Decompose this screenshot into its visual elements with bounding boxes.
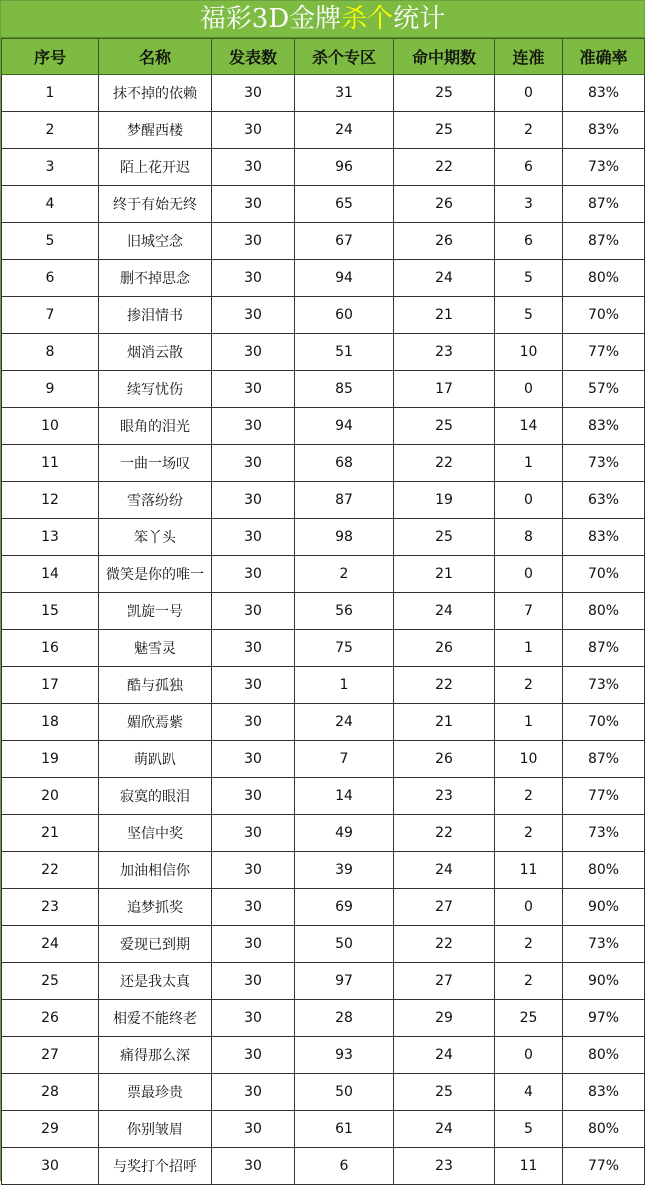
cell-hits: 22	[394, 926, 495, 963]
header-accuracy: 准确率	[563, 39, 645, 75]
table-row	[2, 926, 645, 963]
table-row	[2, 149, 645, 186]
cell-name: 凯旋一号	[99, 593, 212, 630]
cell-streak: 1	[495, 445, 563, 482]
cell-streak: 6	[495, 223, 563, 260]
cell-streak: 1	[495, 630, 563, 667]
table-row	[2, 445, 645, 482]
cell-hits: 24	[394, 260, 495, 297]
cell-accuracy: 73%	[563, 149, 645, 186]
cell-accuracy: 83%	[563, 112, 645, 149]
cell-hits: 24	[394, 1037, 495, 1074]
cell-accuracy: 73%	[563, 815, 645, 852]
cell-name: 删不掉思念	[99, 260, 212, 297]
cell-kill-zone: 61	[295, 1111, 394, 1148]
table-row	[2, 112, 645, 149]
cell-accuracy: 77%	[563, 334, 645, 371]
cell-streak: 3	[495, 186, 563, 223]
cell-index: 4	[2, 186, 99, 223]
cell-posts: 30	[212, 593, 295, 630]
table-row	[2, 963, 645, 1000]
cell-name: 眼角的泪光	[99, 408, 212, 445]
cell-index: 12	[2, 482, 99, 519]
cell-hits: 26	[394, 223, 495, 260]
cell-streak: 7	[495, 593, 563, 630]
cell-kill-zone: 24	[295, 704, 394, 741]
cell-posts: 30	[212, 889, 295, 926]
cell-index: 26	[2, 1000, 99, 1037]
cell-kill-zone: 94	[295, 260, 394, 297]
cell-hits: 26	[394, 741, 495, 778]
cell-streak: 2	[495, 926, 563, 963]
table-row	[2, 852, 645, 889]
cell-kill-zone: 60	[295, 297, 394, 334]
cell-hits: 22	[394, 667, 495, 704]
cell-hits: 29	[394, 1000, 495, 1037]
cell-accuracy: 70%	[563, 297, 645, 334]
cell-index: 13	[2, 519, 99, 556]
header-row	[2, 39, 645, 75]
cell-posts: 30	[212, 704, 295, 741]
cell-streak: 0	[495, 1037, 563, 1074]
table-row	[2, 334, 645, 371]
table-row	[2, 630, 645, 667]
cell-name: 相爱不能终老	[99, 1000, 212, 1037]
table-row	[2, 556, 645, 593]
header-name: 名称	[99, 39, 212, 75]
cell-accuracy: 83%	[563, 1074, 645, 1111]
cell-hits: 26	[394, 186, 495, 223]
cell-posts: 30	[212, 667, 295, 704]
cell-accuracy: 77%	[563, 1148, 645, 1185]
cell-streak: 14	[495, 408, 563, 445]
cell-kill-zone: 68	[295, 445, 394, 482]
cell-streak: 6	[495, 149, 563, 186]
table-row	[2, 1000, 645, 1037]
cell-accuracy: 73%	[563, 667, 645, 704]
cell-posts: 30	[212, 445, 295, 482]
cell-name: 抹不掉的依赖	[99, 75, 212, 112]
cell-hits: 26	[394, 630, 495, 667]
header-index: 序号	[2, 39, 99, 75]
table-row	[2, 1148, 645, 1185]
cell-index: 10	[2, 408, 99, 445]
cell-index: 6	[2, 260, 99, 297]
cell-name: 梦醒西楼	[99, 112, 212, 149]
cell-kill-zone: 94	[295, 408, 394, 445]
cell-hits: 22	[394, 815, 495, 852]
cell-name: 魅雪灵	[99, 630, 212, 667]
cell-name: 爱现已到期	[99, 926, 212, 963]
table-row	[2, 482, 645, 519]
table-row	[2, 667, 645, 704]
cell-posts: 30	[212, 630, 295, 667]
cell-name: 追梦抓奖	[99, 889, 212, 926]
table-row	[2, 815, 645, 852]
cell-posts: 30	[212, 519, 295, 556]
table-row	[2, 223, 645, 260]
cell-accuracy: 70%	[563, 704, 645, 741]
cell-posts: 30	[212, 741, 295, 778]
cell-index: 19	[2, 741, 99, 778]
cell-index: 15	[2, 593, 99, 630]
title-prefix: 福彩3D金牌	[199, 4, 342, 34]
cell-posts: 30	[212, 260, 295, 297]
cell-accuracy: 73%	[563, 926, 645, 963]
cell-index: 1	[2, 75, 99, 112]
cell-kill-zone: 31	[295, 75, 394, 112]
table-row	[2, 408, 645, 445]
cell-index: 25	[2, 963, 99, 1000]
cell-name: 痛得那么深	[99, 1037, 212, 1074]
cell-name: 你别皱眉	[99, 1111, 212, 1148]
header-posts: 发表数	[212, 39, 295, 75]
cell-posts: 30	[212, 297, 295, 334]
stats-table	[1, 38, 645, 1185]
cell-posts: 30	[212, 149, 295, 186]
header-hits: 命中期数	[394, 39, 495, 75]
cell-hits: 24	[394, 1111, 495, 1148]
cell-hits: 21	[394, 297, 495, 334]
cell-accuracy: 80%	[563, 1111, 645, 1148]
cell-streak: 0	[495, 482, 563, 519]
cell-kill-zone: 97	[295, 963, 394, 1000]
cell-posts: 30	[212, 556, 295, 593]
cell-kill-zone: 56	[295, 593, 394, 630]
cell-name: 续写忧伤	[99, 371, 212, 408]
cell-kill-zone: 14	[295, 778, 394, 815]
cell-accuracy: 97%	[563, 1000, 645, 1037]
cell-kill-zone: 85	[295, 371, 394, 408]
cell-name: 票最珍贵	[99, 1074, 212, 1111]
cell-accuracy: 87%	[563, 630, 645, 667]
cell-posts: 30	[212, 75, 295, 112]
cell-accuracy: 80%	[563, 260, 645, 297]
cell-streak: 5	[495, 1111, 563, 1148]
table-row	[2, 1074, 645, 1111]
cell-name: 还是我太真	[99, 963, 212, 1000]
cell-index: 18	[2, 704, 99, 741]
cell-kill-zone: 28	[295, 1000, 394, 1037]
table-row	[2, 741, 645, 778]
cell-streak: 10	[495, 741, 563, 778]
cell-name: 寂寞的眼泪	[99, 778, 212, 815]
cell-hits: 19	[394, 482, 495, 519]
cell-name: 一曲一场叹	[99, 445, 212, 482]
cell-accuracy: 80%	[563, 593, 645, 630]
cell-index: 16	[2, 630, 99, 667]
cell-accuracy: 57%	[563, 371, 645, 408]
cell-name: 旧城空念	[99, 223, 212, 260]
table-row	[2, 1111, 645, 1148]
cell-streak: 25	[495, 1000, 563, 1037]
cell-posts: 30	[212, 112, 295, 149]
cell-streak: 0	[495, 371, 563, 408]
cell-name: 坚信中奖	[99, 815, 212, 852]
cell-streak: 2	[495, 667, 563, 704]
cell-streak: 0	[495, 889, 563, 926]
cell-streak: 10	[495, 334, 563, 371]
cell-accuracy: 87%	[563, 223, 645, 260]
cell-streak: 11	[495, 1148, 563, 1185]
cell-accuracy: 63%	[563, 482, 645, 519]
cell-index: 8	[2, 334, 99, 371]
cell-hits: 25	[394, 519, 495, 556]
title-suffix: 统计	[393, 4, 446, 34]
cell-accuracy: 87%	[563, 741, 645, 778]
cell-index: 27	[2, 1037, 99, 1074]
cell-accuracy: 77%	[563, 778, 645, 815]
cell-accuracy: 90%	[563, 963, 645, 1000]
cell-kill-zone: 39	[295, 852, 394, 889]
cell-hits: 25	[394, 112, 495, 149]
cell-kill-zone: 50	[295, 926, 394, 963]
cell-kill-zone: 93	[295, 1037, 394, 1074]
table-row	[2, 260, 645, 297]
cell-kill-zone: 65	[295, 186, 394, 223]
cell-posts: 30	[212, 1074, 295, 1111]
cell-hits: 22	[394, 149, 495, 186]
cell-accuracy: 87%	[563, 186, 645, 223]
cell-streak: 5	[495, 260, 563, 297]
cell-hits: 23	[394, 778, 495, 815]
cell-index: 14	[2, 556, 99, 593]
cell-index: 30	[2, 1148, 99, 1185]
cell-hits: 24	[394, 593, 495, 630]
cell-hits: 27	[394, 889, 495, 926]
cell-accuracy: 83%	[563, 408, 645, 445]
cell-kill-zone: 96	[295, 149, 394, 186]
cell-index: 2	[2, 112, 99, 149]
cell-hits: 25	[394, 408, 495, 445]
cell-streak: 2	[495, 112, 563, 149]
cell-accuracy: 70%	[563, 556, 645, 593]
cell-name: 终于有始无终	[99, 186, 212, 223]
table-row	[2, 75, 645, 112]
cell-name: 媚欣焉紫	[99, 704, 212, 741]
cell-kill-zone: 49	[295, 815, 394, 852]
cell-index: 23	[2, 889, 99, 926]
cell-posts: 30	[212, 778, 295, 815]
cell-kill-zone: 51	[295, 334, 394, 371]
cell-streak: 0	[495, 75, 563, 112]
cell-kill-zone: 2	[295, 556, 394, 593]
cell-index: 20	[2, 778, 99, 815]
table-row	[2, 593, 645, 630]
cell-accuracy: 73%	[563, 445, 645, 482]
cell-index: 17	[2, 667, 99, 704]
cell-streak: 8	[495, 519, 563, 556]
cell-accuracy: 90%	[563, 889, 645, 926]
cell-index: 5	[2, 223, 99, 260]
cell-index: 21	[2, 815, 99, 852]
cell-hits: 17	[394, 371, 495, 408]
cell-index: 24	[2, 926, 99, 963]
cell-posts: 30	[212, 852, 295, 889]
cell-hits: 21	[394, 704, 495, 741]
cell-name: 加油相信你	[99, 852, 212, 889]
cell-kill-zone: 69	[295, 889, 394, 926]
cell-hits: 23	[394, 1148, 495, 1185]
cell-hits: 23	[394, 334, 495, 371]
cell-posts: 30	[212, 1000, 295, 1037]
cell-posts: 30	[212, 1111, 295, 1148]
cell-streak: 0	[495, 556, 563, 593]
cell-streak: 2	[495, 778, 563, 815]
table-row	[2, 519, 645, 556]
cell-kill-zone: 1	[295, 667, 394, 704]
cell-index: 29	[2, 1111, 99, 1148]
cell-kill-zone: 50	[295, 1074, 394, 1111]
table-row	[2, 297, 645, 334]
table-row	[2, 371, 645, 408]
table-row	[2, 889, 645, 926]
cell-posts: 30	[212, 1037, 295, 1074]
cell-accuracy: 80%	[563, 1037, 645, 1074]
cell-posts: 30	[212, 926, 295, 963]
cell-index: 9	[2, 371, 99, 408]
cell-name: 掺泪情书	[99, 297, 212, 334]
cell-name: 微笑是你的唯一	[99, 556, 212, 593]
cell-kill-zone: 67	[295, 223, 394, 260]
cell-hits: 22	[394, 445, 495, 482]
title-highlight: 杀个	[341, 4, 394, 34]
cell-hits: 27	[394, 963, 495, 1000]
table-row	[2, 704, 645, 741]
cell-name: 烟消云散	[99, 334, 212, 371]
table-body	[2, 75, 645, 1185]
cell-index: 11	[2, 445, 99, 482]
cell-accuracy: 83%	[563, 75, 645, 112]
cell-name: 萌趴趴	[99, 741, 212, 778]
cell-accuracy: 83%	[563, 519, 645, 556]
cell-name: 笨丫头	[99, 519, 212, 556]
cell-name: 陌上花开迟	[99, 149, 212, 186]
cell-kill-zone: 7	[295, 741, 394, 778]
cell-accuracy: 80%	[563, 852, 645, 889]
table-row	[2, 778, 645, 815]
cell-streak: 5	[495, 297, 563, 334]
cell-posts: 30	[212, 408, 295, 445]
cell-posts: 30	[212, 223, 295, 260]
cell-streak: 4	[495, 1074, 563, 1111]
header-kill-zone: 杀个专区	[295, 39, 394, 75]
cell-posts: 30	[212, 1148, 295, 1185]
cell-posts: 30	[212, 186, 295, 223]
header-streak: 连准	[495, 39, 563, 75]
cell-streak: 1	[495, 704, 563, 741]
cell-posts: 30	[212, 482, 295, 519]
cell-hits: 25	[394, 1074, 495, 1111]
cell-hits: 24	[394, 852, 495, 889]
cell-posts: 30	[212, 371, 295, 408]
cell-kill-zone: 6	[295, 1148, 394, 1185]
cell-name: 与奖打个招呼	[99, 1148, 212, 1185]
cell-streak: 11	[495, 852, 563, 889]
cell-index: 28	[2, 1074, 99, 1111]
cell-kill-zone: 24	[295, 112, 394, 149]
table-row	[2, 1037, 645, 1074]
cell-kill-zone: 87	[295, 482, 394, 519]
cell-index: 3	[2, 149, 99, 186]
cell-index: 22	[2, 852, 99, 889]
cell-index: 7	[2, 297, 99, 334]
cell-hits: 25	[394, 75, 495, 112]
cell-posts: 30	[212, 963, 295, 1000]
cell-kill-zone: 98	[295, 519, 394, 556]
cell-name: 雪落纷纷	[99, 482, 212, 519]
cell-kill-zone: 75	[295, 630, 394, 667]
cell-name: 酷与孤独	[99, 667, 212, 704]
table-row	[2, 186, 645, 223]
cell-posts: 30	[212, 815, 295, 852]
cell-hits: 21	[394, 556, 495, 593]
cell-streak: 2	[495, 963, 563, 1000]
page-title	[1, 1, 644, 38]
cell-streak: 2	[495, 815, 563, 852]
cell-posts: 30	[212, 334, 295, 371]
